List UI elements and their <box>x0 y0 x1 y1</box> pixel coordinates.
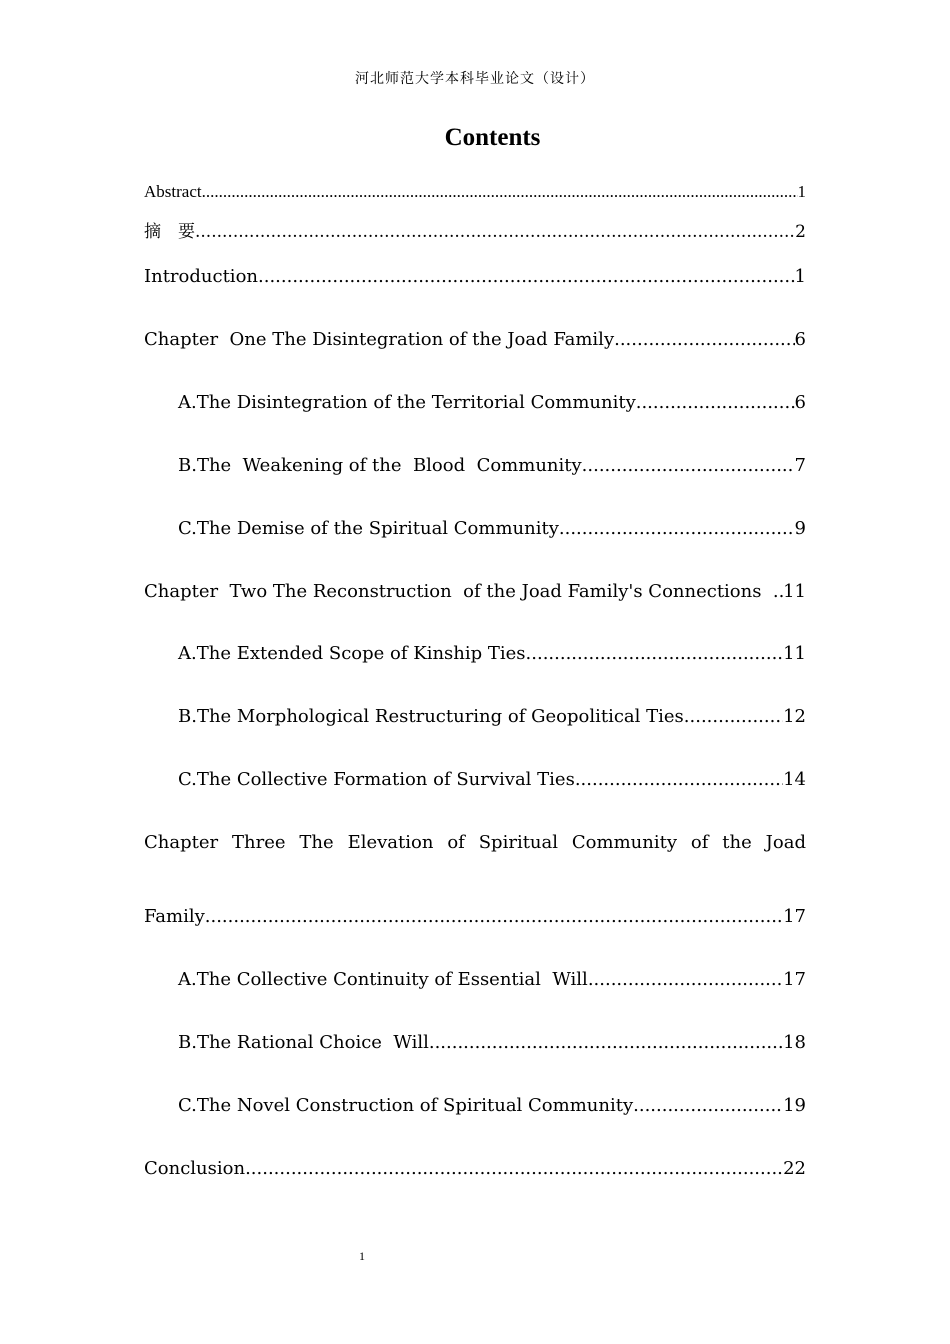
toc-label: Conclusion <box>144 1158 246 1179</box>
toc-label: Chapter One The Disintegration of the Joad Family <box>144 329 615 350</box>
toc-entry-conclusion[interactable] <box>144 1158 806 1179</box>
toc-page-number: 1 <box>797 182 806 201</box>
toc-label: C.The Demise of the Spiritual Community <box>178 518 559 539</box>
toc-entry-chapter-three-c[interactable] <box>178 1095 806 1116</box>
toc-label: C.The Novel Construction of Spiritual Community <box>178 1095 634 1116</box>
toc-page-number: 2 <box>795 222 806 242</box>
toc-page-number: 18 <box>783 1032 806 1053</box>
toc-entry-abstract[interactable] <box>144 182 806 202</box>
toc-entry-zhaiyao[interactable] <box>144 217 806 242</box>
toc-label: Family <box>144 906 205 927</box>
toc-page-number: 17 <box>783 969 806 990</box>
toc-entry-chapter-two-c[interactable] <box>178 769 806 790</box>
toc-label: 摘 要 <box>144 222 195 242</box>
dot-leader <box>429 1032 783 1053</box>
dot-leader <box>202 182 798 202</box>
toc-page-number: 12 <box>783 706 806 727</box>
toc-entry-chapter-one-c[interactable] <box>178 518 806 539</box>
toc-entry-chapter-one-b[interactable] <box>178 455 806 476</box>
toc-page-number: 11 <box>783 581 806 602</box>
dot-leader <box>258 266 795 287</box>
toc-entry-chapter-three-b[interactable] <box>178 1032 806 1053</box>
dot-leader <box>559 518 795 539</box>
toc-entry-chapter-one[interactable] <box>144 329 806 350</box>
toc-entry-chapter-one-a[interactable] <box>178 392 806 413</box>
toc-label: C.The Collective Formation of Survival Ties <box>178 769 575 790</box>
toc-page-number: 1 <box>794 266 806 287</box>
dot-leader <box>582 455 795 476</box>
toc-page-number: 17 <box>783 906 806 927</box>
toc-label: B.The Morphological Restructuring of Geopolitical Ties <box>178 706 684 727</box>
toc-entry-chapter-three-a[interactable] <box>178 969 806 990</box>
toc-page-number: 22 <box>783 1158 806 1179</box>
toc-entry-chapter-three-line1[interactable]: Chapter Three The Elevation of Spiritual Community of the Joad <box>144 832 806 853</box>
dot-leader <box>205 906 783 927</box>
toc-label: B.The Rational Choice Will <box>178 1032 429 1053</box>
toc-label: Abstract <box>144 182 202 201</box>
dot-leader <box>195 222 795 242</box>
dot-leader <box>614 329 794 350</box>
dot-leader <box>636 392 795 413</box>
toc-label: Chapter Two The Reconstruction of the Joad Family's Connections <box>144 581 773 602</box>
toc-entry-chapter-two-b[interactable] <box>178 706 806 727</box>
toc-label: A.The Collective Continuity of Essential Will <box>178 969 588 990</box>
toc-entry-introduction[interactable] <box>144 266 806 287</box>
toc-page-number: 9 <box>794 518 806 539</box>
toc-page-number: 6 <box>794 392 806 413</box>
toc-page-number: 6 <box>794 329 806 350</box>
toc-label: A.The Extended Scope of Kinship Ties <box>178 643 526 664</box>
toc-label: Introduction <box>144 266 258 287</box>
toc-page-number: 7 <box>794 455 806 476</box>
toc-entry-chapter-three[interactable] <box>144 906 806 927</box>
toc-entry-chapter-two-a[interactable] <box>178 643 806 664</box>
footer-page-number: 1 <box>359 1249 365 1263</box>
dot-leader <box>526 643 784 664</box>
toc-page-number: 14 <box>783 769 806 790</box>
dot-leader <box>575 769 783 790</box>
page-title: Contents <box>444 124 541 151</box>
toc-page-number: 19 <box>783 1095 806 1116</box>
toc-label: A.The Disintegration of the Territorial Community <box>178 392 636 413</box>
dot-leader <box>773 581 783 602</box>
dot-leader <box>588 969 783 990</box>
toc-label: B.The Weakening of the Blood Community <box>178 455 582 476</box>
page-header: 河北师范大学本科毕业论文（设计） <box>355 71 595 87</box>
toc-entry-chapter-two[interactable] <box>144 581 806 602</box>
dot-leader <box>684 706 783 727</box>
dot-leader <box>245 1158 783 1179</box>
toc-page-number: 11 <box>783 643 806 664</box>
dot-leader <box>633 1095 783 1116</box>
